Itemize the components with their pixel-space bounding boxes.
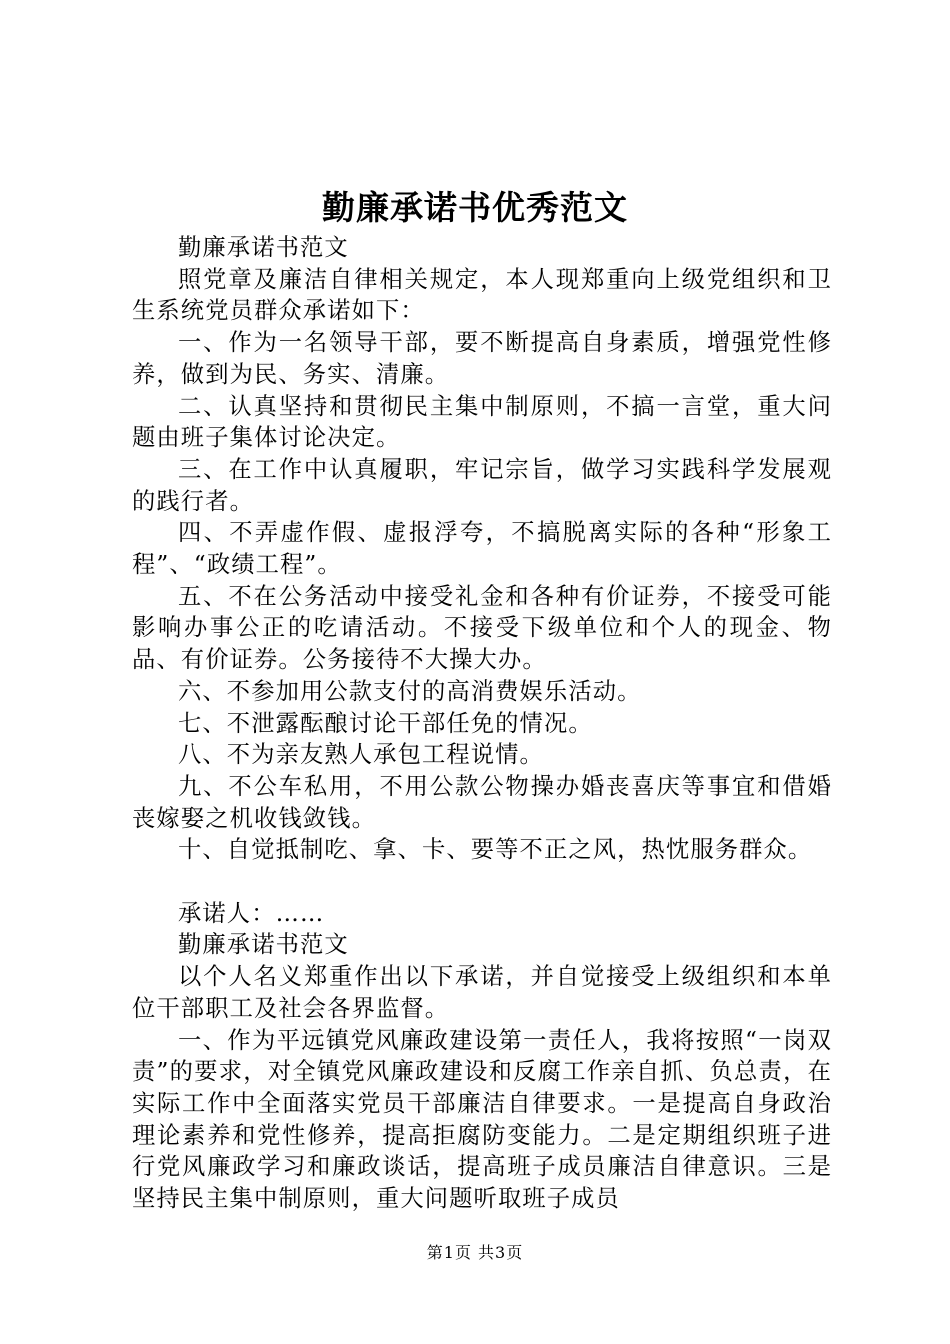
signature-line: 承诺人：…… bbox=[178, 899, 325, 927]
document-body bbox=[132, 232, 832, 1215]
page-number: 第1页 共3页 bbox=[426, 1243, 524, 1262]
document-title: 勤廉承诺书优秀范文 bbox=[322, 188, 628, 227]
paragraph: 四、不弄虚作假、虚报浮夸，不搞脱离实际的各种“形象工程”、“政绩工程”。 bbox=[132, 519, 832, 579]
paragraph: 勤廉承诺书范文 bbox=[178, 931, 349, 959]
paragraph: 一、作为一名领导干部，要不断提高自身素质，增强党性修养，做到为民、务实、清廉。 bbox=[132, 329, 832, 388]
blank-line bbox=[132, 866, 832, 898]
paragraph: 七、不泄露酝酿讨论干部任免的情况。 bbox=[178, 709, 593, 737]
paragraph: 八、不为亲友熟人承包工程说情。 bbox=[178, 741, 544, 769]
paragraph: 以个人名义郑重作出以下承诺，并自觉接受上级组织和本单位干部职工及社会各界监督。 bbox=[132, 963, 832, 1022]
paragraph: 十、自觉抵制吃、拿、卡、要等不正之风，热忱服务群众。 bbox=[178, 836, 813, 864]
paragraph: 三、在工作中认真履职，牢记宗旨，做学习实践科学发展观的践行者。 bbox=[132, 455, 832, 515]
paragraph: 二、认真坚持和贯彻民主集中制原则，不搞一言堂，重大问题由班子集体讨论决定。 bbox=[132, 392, 832, 452]
paragraph: 照党章及廉洁自律相关规定，本人现郑重向上级党组织和卫生系统党员群众承诺如下： bbox=[132, 265, 832, 325]
paragraph: 勤廉承诺书范文 bbox=[178, 234, 349, 261]
paragraph: 五、不在公务活动中接受礼金和各种有价证券，不接受可能影响办事公正的吃请活动。不接受下级单位和个人的现金、物品、有价证券。公务接待不大操大办。 bbox=[132, 582, 832, 674]
paragraph: 一、作为平远镇党风廉政建设第一责任人，我将按照“一岗双责”的要求，对全镇党风廉政建设和反腐工作亲自抓、负总责，在实际工作中全面落实党员干部廉洁自律要求。一是提高自身政治理论素养和党性修养，提高拒腐防变能力。二是定期组织班子进行党风廉政学习和廉政谈话，提高班子成员廉洁自律意识。三是坚持民主集中制原则，重大问题听取班子成员 bbox=[132, 1026, 832, 1213]
paragraph: 九、不公车私用，不用公款公物操办婚丧喜庆等事宜和借婚丧嫁娶之机收钱敛钱。 bbox=[132, 772, 832, 832]
paragraph: 六、不参加用公款支付的高消费娱乐活动。 bbox=[178, 677, 642, 705]
